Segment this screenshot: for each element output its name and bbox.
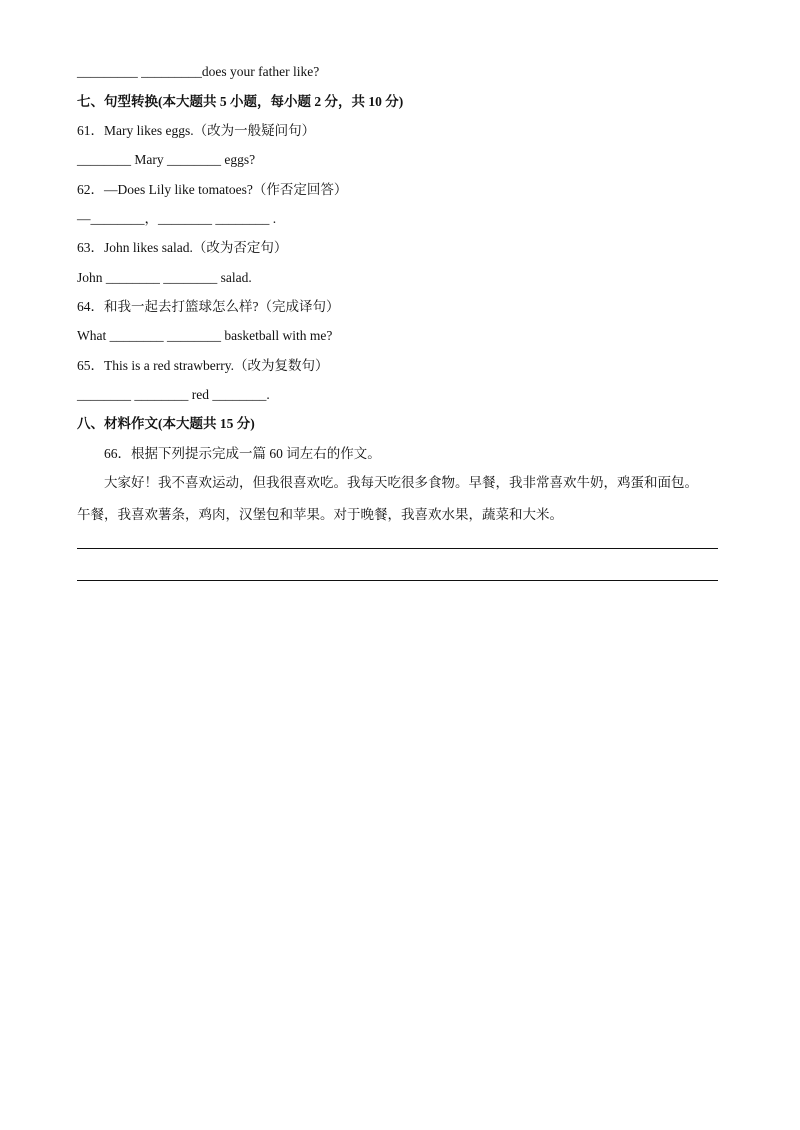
answer-line-61: ________ Mary ________ eggs? xyxy=(77,152,256,167)
question-64: 64．和我一起去打篮球怎么样?（完成译句） xyxy=(77,299,340,314)
blank-line-father: _________ _________does your father like? xyxy=(77,64,320,79)
question-63: 63．John likes salad.（改为否定句） xyxy=(77,240,288,255)
question-61: 61．Mary likes eggs.（改为一般疑问句） xyxy=(77,123,316,138)
answer-line-64: What ________ ________ basketball with me? xyxy=(77,328,333,343)
section-7-heading: 七、句型转换(本大题共 5 小题，每小题 2 分，共 10 分) xyxy=(77,94,404,109)
prompt-paragraph-line-2: 午餐，我喜欢薯条，鸡肉，汉堡包和苹果。对于晚餐，我喜欢水果，蔬菜和大米。 xyxy=(77,507,563,522)
prompt-paragraph-line-1: 大家好！我不喜欢运动，但我很喜欢吃。我每天吃很多食物。早餐，我非常喜欢牛奶，鸡蛋和面包。 xyxy=(104,475,698,490)
question-65: 65．This is a red strawberry.（改为复数句） xyxy=(77,358,329,373)
answer-line-63: John ________ ________ salad. xyxy=(77,270,252,285)
question-66: 66．根据下列提示完成一篇 60 词左右的作文。 xyxy=(104,446,381,461)
section-8-heading: 八、材料作文(本大题共 15 分) xyxy=(77,416,255,431)
answer-line-62: —________，________ ________ . xyxy=(77,211,277,226)
writing-line-1 xyxy=(77,548,718,549)
question-62: 62．—Does Lily like tomatoes?（作否定回答） xyxy=(77,182,348,197)
answer-line-65: ________ ________ red ________. xyxy=(77,387,270,402)
writing-line-2 xyxy=(77,580,718,581)
